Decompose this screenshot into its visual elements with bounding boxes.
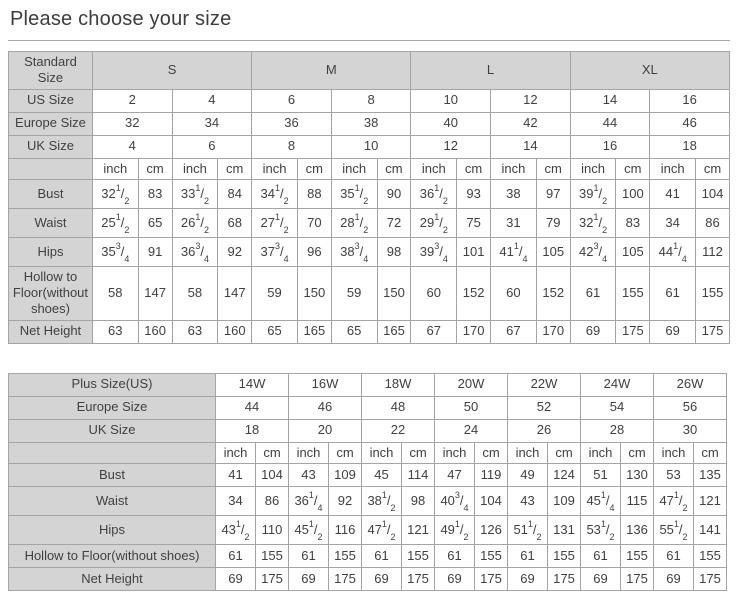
size-value-cell: 16W <box>289 373 362 396</box>
unit-header-cell: inch <box>508 442 548 463</box>
value-cell: 105 <box>616 237 650 266</box>
size-value-cell: 50 <box>435 396 508 419</box>
value-cell: 126 <box>475 515 508 544</box>
unit-header-cell: cm <box>297 158 331 179</box>
value-cell: 70 <box>297 208 331 237</box>
value-cell: $34^1/_2$ <box>252 179 298 208</box>
title-divider <box>8 40 730 41</box>
unit-header-cell: inch <box>581 442 621 463</box>
value-cell: 105 <box>536 237 570 266</box>
value-cell: 69 <box>650 320 696 343</box>
size-value-cell: 14W <box>216 373 289 396</box>
size-value-cell: 34 <box>172 112 252 135</box>
size-value-cell: 26W <box>654 373 727 396</box>
unit-header-cell: cm <box>377 158 411 179</box>
value-cell: 61 <box>650 266 696 320</box>
value-cell: $36^1/_2$ <box>411 179 457 208</box>
size-value-cell: 22W <box>508 373 581 396</box>
value-cell: 150 <box>377 266 411 320</box>
size-value-cell: 46 <box>289 396 362 419</box>
value-cell: 72 <box>377 208 411 237</box>
value-cell: 155 <box>696 266 730 320</box>
value-cell: 61 <box>581 544 621 567</box>
unit-header-cell: cm <box>256 442 289 463</box>
value-cell: 150 <box>297 266 331 320</box>
value-cell: 67 <box>491 320 537 343</box>
row-label-cell: Hollow to Floor(without shoes) <box>9 266 93 320</box>
empty-corner-cell <box>9 158 93 179</box>
value-cell: $40^3/_4$ <box>435 486 475 515</box>
value-cell: 147 <box>138 266 172 320</box>
value-cell: 61 <box>435 544 475 567</box>
value-cell: 109 <box>329 463 362 486</box>
size-value-cell: 28 <box>581 419 654 442</box>
value-cell: 175 <box>256 567 289 590</box>
value-cell: 91 <box>138 237 172 266</box>
value-cell: 160 <box>218 320 252 343</box>
value-cell: 152 <box>536 266 570 320</box>
value-cell: $39^3/_4$ <box>411 237 457 266</box>
size-value-cell: 26 <box>508 419 581 442</box>
unit-header-cell: inch <box>435 442 475 463</box>
value-cell: $35^1/_2$ <box>331 179 377 208</box>
value-cell: 112 <box>696 237 730 266</box>
unit-header-cell: cm <box>548 442 581 463</box>
value-cell: 116 <box>329 515 362 544</box>
value-cell: $28^1/_2$ <box>331 208 377 237</box>
unit-header-cell: cm <box>457 158 491 179</box>
value-cell: 69 <box>362 567 402 590</box>
unit-header-cell: cm <box>218 158 252 179</box>
value-cell: 63 <box>92 320 138 343</box>
unit-header-cell: inch <box>362 442 402 463</box>
value-cell: 136 <box>621 515 654 544</box>
value-cell: 75 <box>457 208 491 237</box>
value-cell: 60 <box>411 266 457 320</box>
standard-size-table <box>8 51 730 344</box>
value-cell: 88 <box>297 179 331 208</box>
size-value-cell: 22 <box>362 419 435 442</box>
value-cell: 79 <box>536 208 570 237</box>
unit-header-cell: cm <box>536 158 570 179</box>
size-value-cell: 44 <box>570 112 650 135</box>
value-cell: 34 <box>216 486 256 515</box>
value-cell: 60 <box>491 266 537 320</box>
value-cell: 83 <box>138 179 172 208</box>
value-cell: 90 <box>377 179 411 208</box>
value-cell: 109 <box>548 486 581 515</box>
value-cell: 175 <box>402 567 435 590</box>
value-cell: 160 <box>138 320 172 343</box>
size-value-cell: 30 <box>654 419 727 442</box>
unit-header-cell: inch <box>570 158 616 179</box>
value-cell: $35^3/_4$ <box>92 237 138 266</box>
value-cell: 175 <box>616 320 650 343</box>
value-cell: 170 <box>536 320 570 343</box>
unit-header-cell: inch <box>411 158 457 179</box>
value-cell: 43 <box>289 463 329 486</box>
value-cell: 135 <box>694 463 727 486</box>
value-cell: 110 <box>256 515 289 544</box>
value-cell: 51 <box>581 463 621 486</box>
unit-header-cell: cm <box>696 158 730 179</box>
size-value-cell: 18W <box>362 373 435 396</box>
value-cell: $42^3/_4$ <box>570 237 616 266</box>
value-cell: 61 <box>570 266 616 320</box>
unit-header-cell: cm <box>621 442 654 463</box>
value-cell: 175 <box>696 320 730 343</box>
value-cell: 65 <box>138 208 172 237</box>
unit-header-cell: inch <box>252 158 298 179</box>
unit-header-cell: cm <box>138 158 172 179</box>
row-label-cell: Hips <box>9 515 216 544</box>
value-cell: 53 <box>654 463 694 486</box>
value-cell: 97 <box>536 179 570 208</box>
value-cell: 65 <box>331 320 377 343</box>
size-value-cell: 6 <box>252 89 332 112</box>
value-cell: 119 <box>475 463 508 486</box>
unit-header-cell: cm <box>694 442 727 463</box>
size-value-cell: 38 <box>331 112 411 135</box>
value-cell: $47^1/_2$ <box>362 515 402 544</box>
value-cell: $25^1/_2$ <box>92 208 138 237</box>
value-cell: 61 <box>289 544 329 567</box>
size-value-cell: 18 <box>650 135 730 158</box>
value-cell: 69 <box>289 567 329 590</box>
row-label-cell: UK Size <box>9 419 216 442</box>
value-cell: 92 <box>329 486 362 515</box>
value-cell: 175 <box>548 567 581 590</box>
value-cell: $36^1/_4$ <box>289 486 329 515</box>
row-label-cell: US Size <box>9 89 93 112</box>
value-cell: 155 <box>548 544 581 567</box>
value-cell: 121 <box>694 486 727 515</box>
value-cell: 84 <box>218 179 252 208</box>
value-cell: $38^1/_2$ <box>362 486 402 515</box>
value-cell: $44^1/_4$ <box>650 237 696 266</box>
value-cell: 155 <box>475 544 508 567</box>
size-group-cell: L <box>411 52 570 90</box>
row-label-cell: Net Height <box>9 320 93 343</box>
size-value-cell: 36 <box>252 112 332 135</box>
plus-size-table <box>8 373 727 591</box>
value-cell: 104 <box>696 179 730 208</box>
unit-header-cell: inch <box>491 158 537 179</box>
value-cell: $51^1/_2$ <box>508 515 548 544</box>
size-value-cell: 14 <box>491 135 571 158</box>
value-cell: 175 <box>329 567 362 590</box>
value-cell: 101 <box>457 237 491 266</box>
size-group-cell: S <box>92 52 251 90</box>
size-value-cell: 24 <box>435 419 508 442</box>
value-cell: $27^1/_2$ <box>252 208 298 237</box>
value-cell: $47^1/_2$ <box>654 486 694 515</box>
value-cell: 96 <box>297 237 331 266</box>
value-cell: 165 <box>297 320 331 343</box>
value-cell: 61 <box>508 544 548 567</box>
value-cell: $26^1/_2$ <box>172 208 218 237</box>
value-cell: 170 <box>457 320 491 343</box>
size-value-cell: 20W <box>435 373 508 396</box>
value-cell: 69 <box>654 567 694 590</box>
value-cell: $49^1/_2$ <box>435 515 475 544</box>
value-cell: $33^1/_2$ <box>172 179 218 208</box>
size-value-cell: 46 <box>650 112 730 135</box>
size-group-cell: XL <box>570 52 729 90</box>
value-cell: $38^3/_4$ <box>331 237 377 266</box>
value-cell: 61 <box>216 544 256 567</box>
value-cell: 115 <box>621 486 654 515</box>
size-value-cell: 56 <box>654 396 727 419</box>
value-cell: 59 <box>331 266 377 320</box>
size-value-cell: 48 <box>362 396 435 419</box>
row-label-cell: Hollow to Floor(without shoes) <box>9 544 216 567</box>
value-cell: 155 <box>256 544 289 567</box>
page-title: Please choose your size <box>10 8 232 30</box>
row-label-cell: Bust <box>9 179 93 208</box>
value-cell: 121 <box>402 515 435 544</box>
value-cell: 41 <box>650 179 696 208</box>
unit-header-cell: inch <box>216 442 256 463</box>
value-cell: 65 <box>252 320 298 343</box>
value-cell: $39^1/_2$ <box>570 179 616 208</box>
value-cell: 61 <box>654 544 694 567</box>
size-value-cell: 44 <box>216 396 289 419</box>
size-value-cell: 16 <box>650 89 730 112</box>
value-cell: $32^1/_2$ <box>570 208 616 237</box>
unit-header-cell: inch <box>172 158 218 179</box>
size-value-cell: 18 <box>216 419 289 442</box>
value-cell: 98 <box>377 237 411 266</box>
unit-header-cell: inch <box>654 442 694 463</box>
size-value-cell: 54 <box>581 396 654 419</box>
size-value-cell: 14 <box>570 89 650 112</box>
size-value-cell: 4 <box>172 89 252 112</box>
value-cell: $32^1/_2$ <box>92 179 138 208</box>
row-label-cell: Hips <box>9 237 93 266</box>
value-cell: 47 <box>435 463 475 486</box>
size-value-cell: 20 <box>289 419 362 442</box>
value-cell: 175 <box>475 567 508 590</box>
value-cell: 68 <box>218 208 252 237</box>
value-cell: 165 <box>377 320 411 343</box>
row-label-cell: Europe Size <box>9 112 93 135</box>
unit-header-cell: inch <box>650 158 696 179</box>
value-cell: 67 <box>411 320 457 343</box>
unit-header-cell: inch <box>289 442 329 463</box>
value-cell: 31 <box>491 208 537 237</box>
size-value-cell: 8 <box>252 135 332 158</box>
size-value-cell: 42 <box>491 112 571 135</box>
row-label-cell: Plus Size(US) <box>9 373 216 396</box>
size-value-cell: 40 <box>411 112 491 135</box>
size-value-cell: 10 <box>331 135 411 158</box>
size-value-cell: 12 <box>411 135 491 158</box>
value-cell: 63 <box>172 320 218 343</box>
row-label-cell: Standard Size <box>9 52 93 90</box>
value-cell: 69 <box>581 567 621 590</box>
empty-corner-cell <box>9 442 216 463</box>
value-cell: 92 <box>218 237 252 266</box>
value-cell: 100 <box>616 179 650 208</box>
value-cell: 155 <box>402 544 435 567</box>
value-cell: 61 <box>362 544 402 567</box>
value-cell: 104 <box>475 486 508 515</box>
value-cell: $43^1/_2$ <box>216 515 256 544</box>
size-value-cell: 8 <box>331 89 411 112</box>
value-cell: 155 <box>621 544 654 567</box>
size-value-cell: 10 <box>411 89 491 112</box>
value-cell: 69 <box>570 320 616 343</box>
unit-header-cell: inch <box>92 158 138 179</box>
value-cell: 155 <box>694 544 727 567</box>
value-cell: 38 <box>491 179 537 208</box>
value-cell: 93 <box>457 179 491 208</box>
value-cell: 130 <box>621 463 654 486</box>
value-cell: $36^3/_4$ <box>172 237 218 266</box>
value-cell: 152 <box>457 266 491 320</box>
value-cell: 155 <box>616 266 650 320</box>
value-cell: 98 <box>402 486 435 515</box>
value-cell: 114 <box>402 463 435 486</box>
value-cell: $45^1/_2$ <box>289 515 329 544</box>
value-cell: $55^1/_2$ <box>654 515 694 544</box>
value-cell: 155 <box>329 544 362 567</box>
value-cell: 86 <box>256 486 289 515</box>
value-cell: $29^1/_2$ <box>411 208 457 237</box>
value-cell: 41 <box>216 463 256 486</box>
size-value-cell: 52 <box>508 396 581 419</box>
size-group-cell: M <box>252 52 411 90</box>
value-cell: 175 <box>621 567 654 590</box>
value-cell: $45^1/_4$ <box>581 486 621 515</box>
value-cell: 58 <box>172 266 218 320</box>
row-label-cell: Net Height <box>9 567 216 590</box>
unit-header-cell: cm <box>329 442 362 463</box>
value-cell: $41^1/_4$ <box>491 237 537 266</box>
unit-header-cell: cm <box>616 158 650 179</box>
value-cell: 49 <box>508 463 548 486</box>
value-cell: 175 <box>694 567 727 590</box>
value-cell: $37^3/_4$ <box>252 237 298 266</box>
value-cell: 69 <box>435 567 475 590</box>
size-value-cell: 32 <box>92 112 172 135</box>
value-cell: 43 <box>508 486 548 515</box>
value-cell: 45 <box>362 463 402 486</box>
value-cell: 147 <box>218 266 252 320</box>
value-cell: 34 <box>650 208 696 237</box>
row-label-cell: Waist <box>9 486 216 515</box>
value-cell: 131 <box>548 515 581 544</box>
size-value-cell: 16 <box>570 135 650 158</box>
value-cell: 104 <box>256 463 289 486</box>
row-label-cell: Bust <box>9 463 216 486</box>
size-value-cell: 24W <box>581 373 654 396</box>
unit-header-cell: inch <box>331 158 377 179</box>
row-label-cell: UK Size <box>9 135 93 158</box>
value-cell: 86 <box>696 208 730 237</box>
row-label-cell: Europe Size <box>9 396 216 419</box>
unit-header-cell: cm <box>402 442 435 463</box>
size-value-cell: 2 <box>92 89 172 112</box>
row-label-cell: Waist <box>9 208 93 237</box>
size-value-cell: 4 <box>92 135 172 158</box>
size-value-cell: 12 <box>491 89 571 112</box>
value-cell: $53^1/_2$ <box>581 515 621 544</box>
value-cell: 58 <box>92 266 138 320</box>
value-cell: 69 <box>508 567 548 590</box>
value-cell: 83 <box>616 208 650 237</box>
value-cell: 124 <box>548 463 581 486</box>
size-value-cell: 6 <box>172 135 252 158</box>
value-cell: 141 <box>694 515 727 544</box>
value-cell: 69 <box>216 567 256 590</box>
value-cell: 59 <box>252 266 298 320</box>
unit-header-cell: cm <box>475 442 508 463</box>
